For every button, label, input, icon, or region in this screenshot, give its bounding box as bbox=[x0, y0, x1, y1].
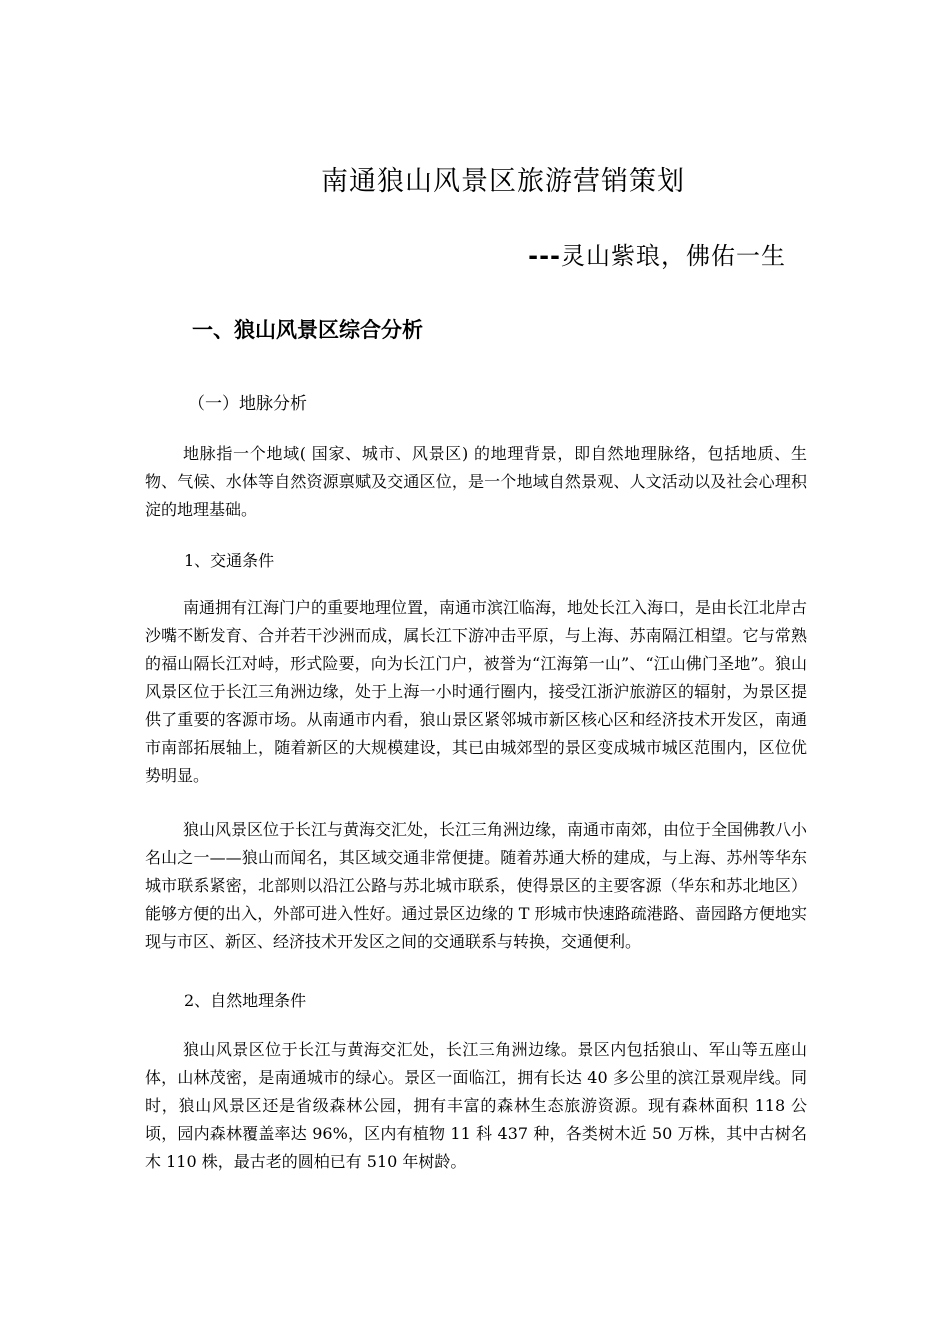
section-heading: 一、狼山风景区综合分析 bbox=[192, 318, 423, 342]
item-heading-traffic: 1、交通条件 bbox=[184, 551, 275, 570]
document-subtitle bbox=[528, 236, 786, 276]
traffic-paragraph-1: 南通拥有江海门户的重要地理位置，南通市滨江临海，地处长江入海口，是由长江北岸古沙嘴不断发育、合并若干沙洲而成，属长江下游冲击平原，与上海、苏南隔江相望。它与常熟的福山隔长江对峙，形式险要，向为长江门户，被誉为“江海第一山”、“江山佛门圣地”。狼山风景区位于长江三角洲边缘，处于上海一小时通行圈内，接受江浙沪旅游区的辐射，为景区提供了重要的客源市场。从南通市内看，狼山景区紧邻城市新区核心区和经济技术开发区，南通市南部拓展轴上，随着新区的大规模建设，其已由城郊型的景区变成城市城区范围内，区位优势明显。 bbox=[145, 598, 808, 785]
subsection-heading: （一）地脉分析 bbox=[188, 394, 307, 414]
traffic-paragraph-2: 狼山风景区位于长江与黄海交汇处，长江三角洲边缘，南通市南郊，由位于全国佛教八小名山之一——狼山而闻名，其区域交通非常便捷。随着苏通大桥的建成，与上海、苏州等华东城市联系紧密，北部则以沿江公路与苏北城市联系，使得景区的主要客源（华东和苏北地区）能够方便的出入，外部可进入性好。通过景区边缘的 T 形城市快速路疏港路、啬园路方便地实现与市区、新区、经济技术开发区之间的交通联系与转换，交通便利。 bbox=[145, 820, 808, 951]
intro-paragraph: 地脉指一个地域( 国家、城市、风景区) 的地理背景，即自然地理脉络，包括地质、生物、气候、水体等自然资源禀赋及交通区位，是一个地域自然景观、人文活动以及社会心理积淀的地理基础。 bbox=[145, 444, 807, 519]
nature-paragraph-1: 狼山风景区位于长江与黄海交汇处，长江三角洲边缘。景区内包括狼山、军山等五座山体，山林茂密，是南通城市的绿心。景区一面临江，拥有长达 40 多公里的滨江景观岸线。同时，狼山风景区还是省级森林公园，拥有丰富的森林生态旅游资源。现有森林面积 118 公顷，园内森林覆盖率达 96%，区内有植物 11 科 437 种，各类树木近 50 万株，其中古树名木 110 株，最古老的圆柏已有 510 年树龄。 bbox=[145, 1040, 807, 1171]
document-title: 南通狼山风景区旅游营销策划 bbox=[321, 166, 685, 197]
item-heading-nature: 2、自然地理条件 bbox=[184, 991, 307, 1010]
subtitle-dash: --- bbox=[528, 242, 561, 270]
subtitle-text: 灵山紫琅，佛佑一生 bbox=[561, 242, 786, 270]
